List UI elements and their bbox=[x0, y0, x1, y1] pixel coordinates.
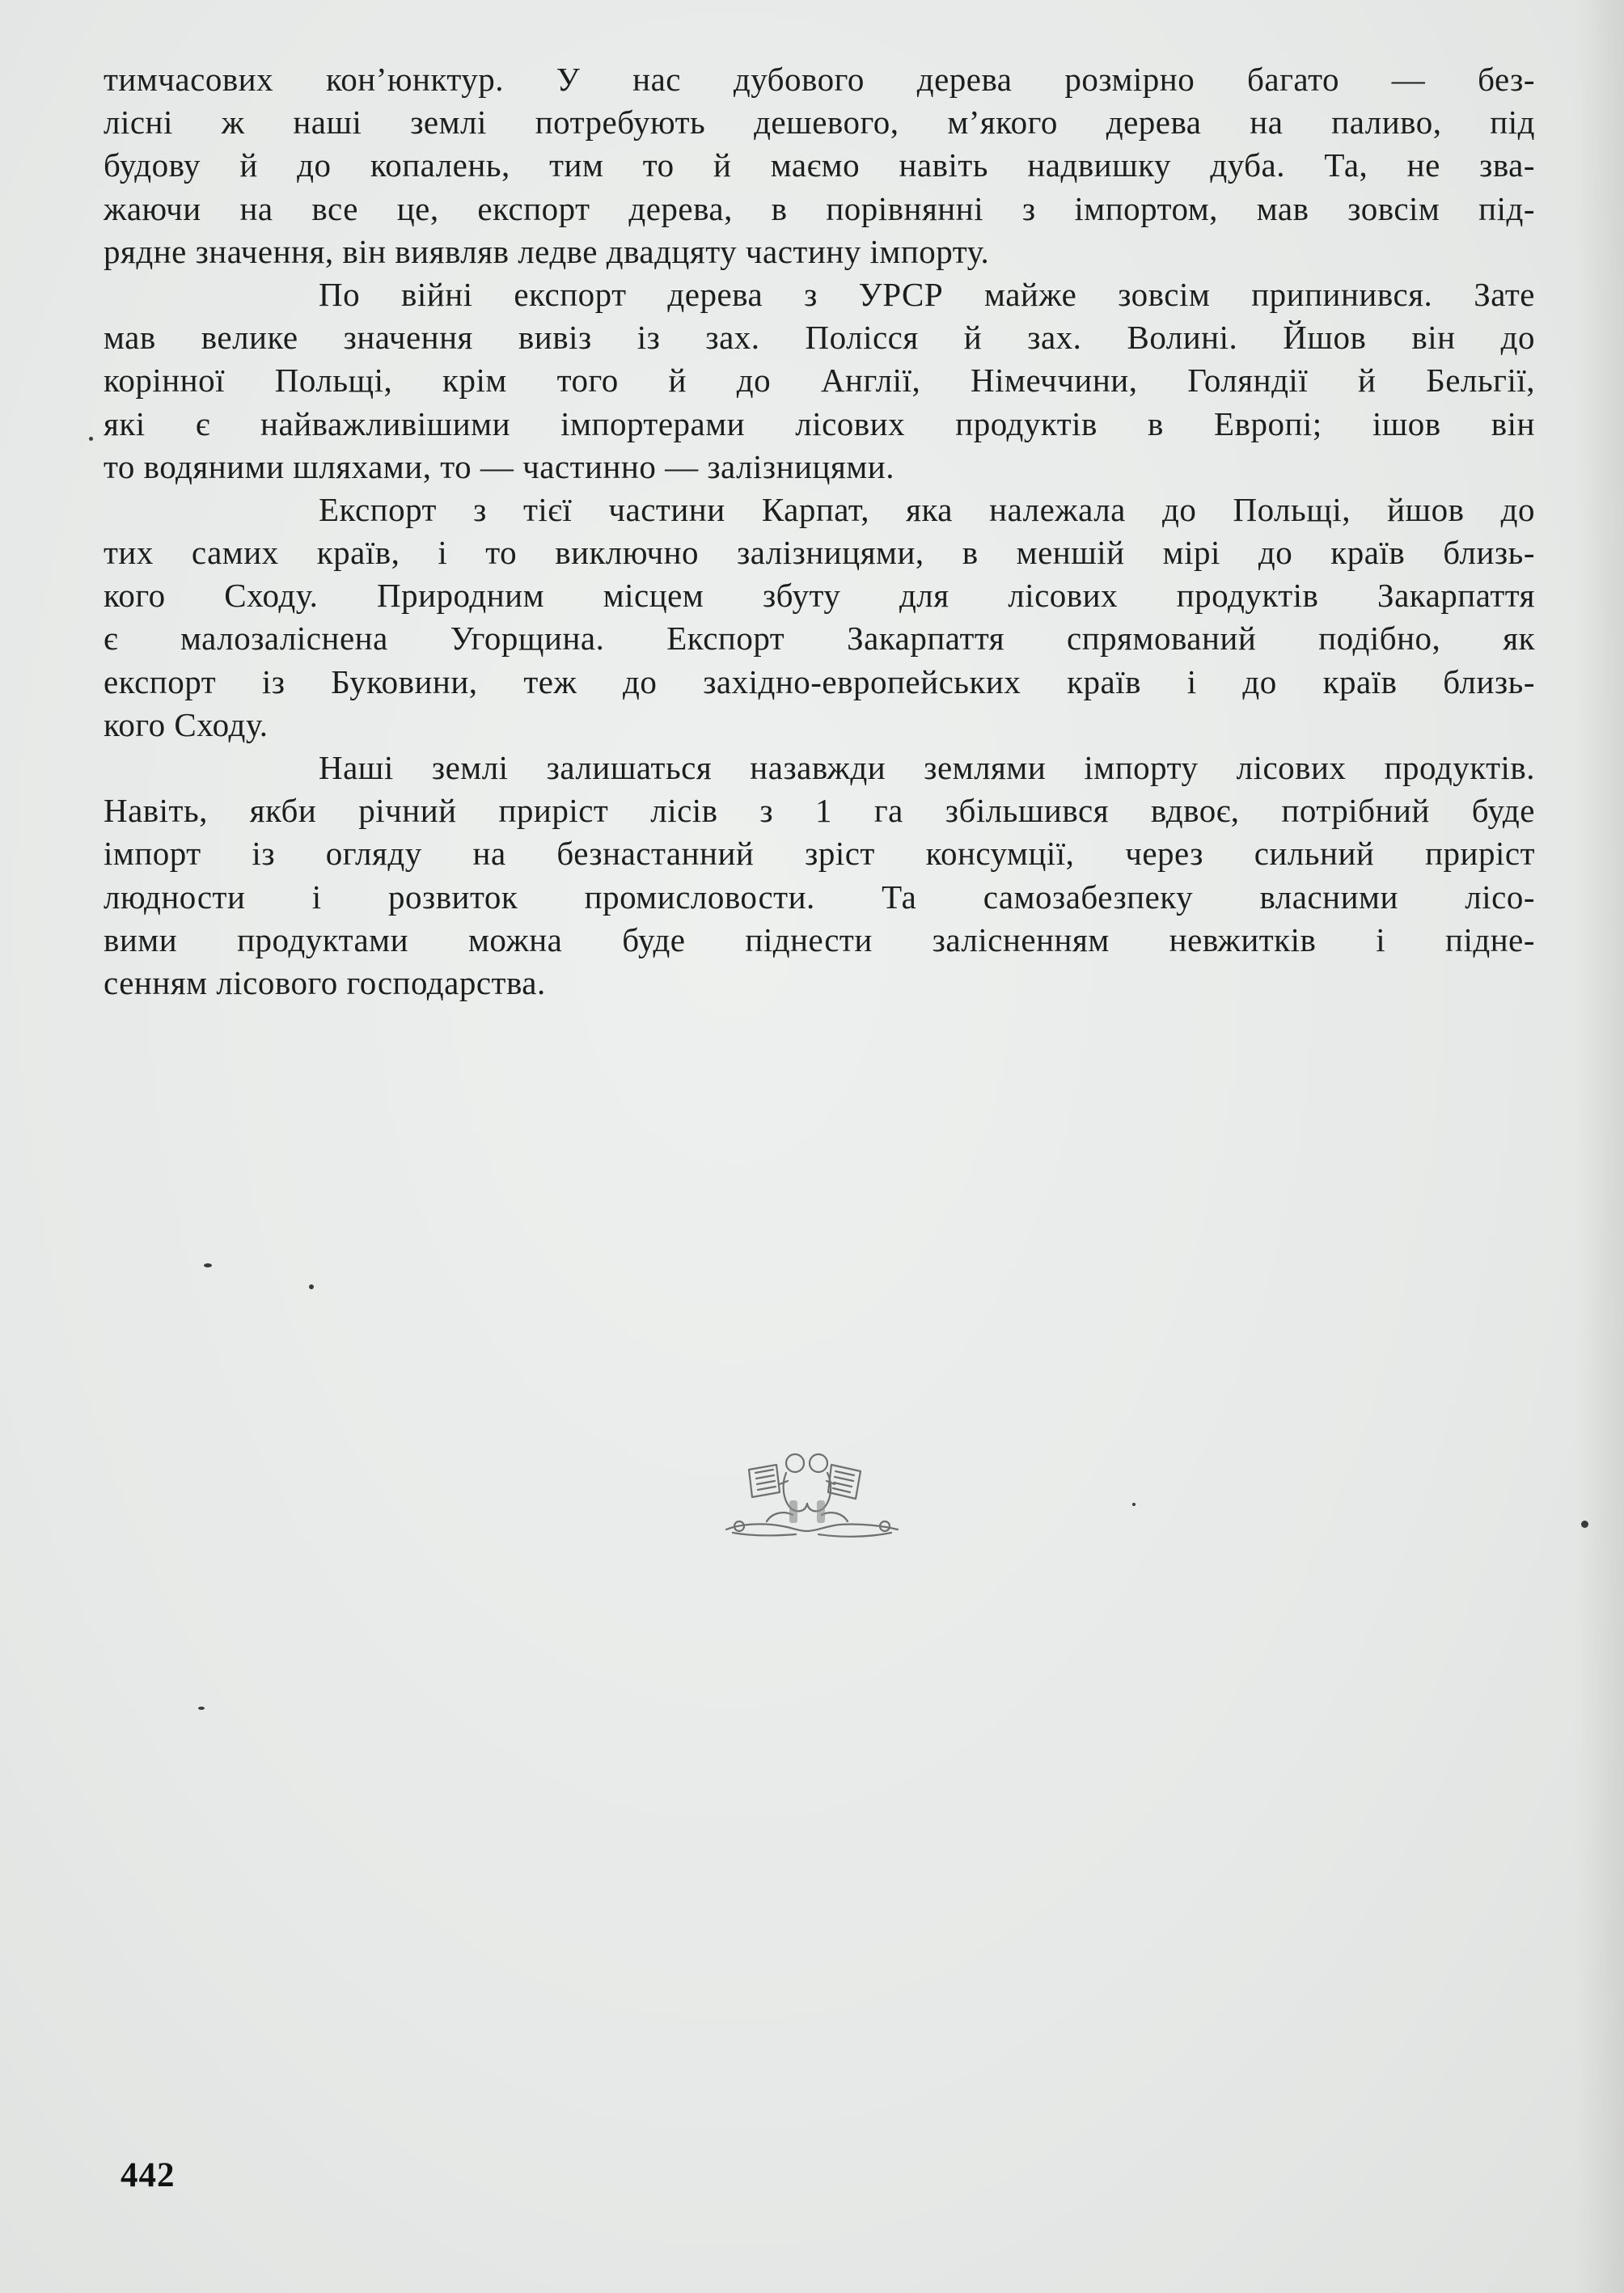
scan-speck bbox=[89, 437, 93, 441]
text-line: кого Сходу. Природним місцем збуту для лісових продуктів Закарпаття bbox=[104, 577, 1535, 615]
text-line: рядне значення, він виявляв ледве двадцяту частину імпорту. bbox=[104, 232, 990, 270]
text-line: які є найважливішими імпортерами лісових продуктів в Европі; ішов він bbox=[104, 404, 1535, 442]
scan-speck bbox=[1581, 1521, 1588, 1528]
text-line: імпорт із огляду на безнастанний зріст консумції, через сильний приріст bbox=[104, 835, 1535, 873]
text-line: то водяними шляхами, то — частинно — залізницями. bbox=[104, 447, 894, 485]
text-line: тих самих країв, і то виключно залізницями, в меншій мірі до країв близь- bbox=[104, 534, 1535, 572]
paragraph-3 bbox=[104, 489, 1535, 747]
paragraph-1 bbox=[104, 58, 1535, 273]
text-line: По війні експорт дерева з УРСР майже зовсім припинився. Зате bbox=[319, 275, 1535, 313]
text-line: Наші землі залишаться назавжди землями імпорту лісових продуктів. bbox=[319, 749, 1535, 786]
text-line: вими продуктами можна буде піднести залісненням невжитків і підне- bbox=[104, 920, 1535, 958]
text-line: корінної Польщі, крім того й до Англії, Німеччини, Голяндії й Бельгії, bbox=[104, 362, 1535, 400]
text-line: Навіть, якби річний приріст лісів з 1 га збільшився вдвоє, потрібний буде bbox=[104, 792, 1535, 830]
text-line: тимчасових кон’юнктур. У нас дубового дерева розмірно багато — без- bbox=[104, 61, 1535, 98]
text-line: Експорт з тієї частини Карпат, яка належала до Польщі, йшов до bbox=[319, 490, 1535, 528]
body-text bbox=[104, 58, 1535, 1005]
text-line: мав велике значення вивіз із зах. Полісся й зах. Волині. Йшов він до bbox=[104, 319, 1535, 357]
text-line: експорт із Буковини, теж до західно-европейських країв і до країв близь- bbox=[104, 662, 1535, 700]
page-edge-shadow bbox=[1575, 0, 1624, 2293]
page-number: 442 bbox=[121, 2156, 176, 2194]
scan-speck bbox=[309, 1284, 314, 1289]
ornament-icon bbox=[718, 1452, 904, 1565]
text-line: кого Сходу. bbox=[104, 705, 269, 743]
scan-speck bbox=[198, 1707, 205, 1710]
text-line: будову й до копалень, тим то й маємо навіть надвишку дуба. Та, не зва- bbox=[104, 146, 1535, 184]
text-line: людности і розвиток промисловости. Та самозабезпеку власними лісо- bbox=[104, 878, 1535, 916]
paragraph-2 bbox=[104, 273, 1535, 489]
text-line: сенням лісового господарства. bbox=[104, 963, 546, 1001]
text-line: лісні ж наші землі потребують дешевого, м’якого дерева на паливо, під bbox=[104, 104, 1535, 142]
scan-speck bbox=[1132, 1503, 1136, 1506]
scan-speck bbox=[204, 1263, 212, 1267]
paragraph-4 bbox=[104, 747, 1535, 1005]
text-line: є малозаліснена Угорщина. Експорт Закарпаття спрямований подібно, як bbox=[104, 620, 1535, 658]
text-line: жаючи на все це, експорт дерева, в порівнянні з імпортом, мав зовсім під- bbox=[104, 189, 1535, 227]
